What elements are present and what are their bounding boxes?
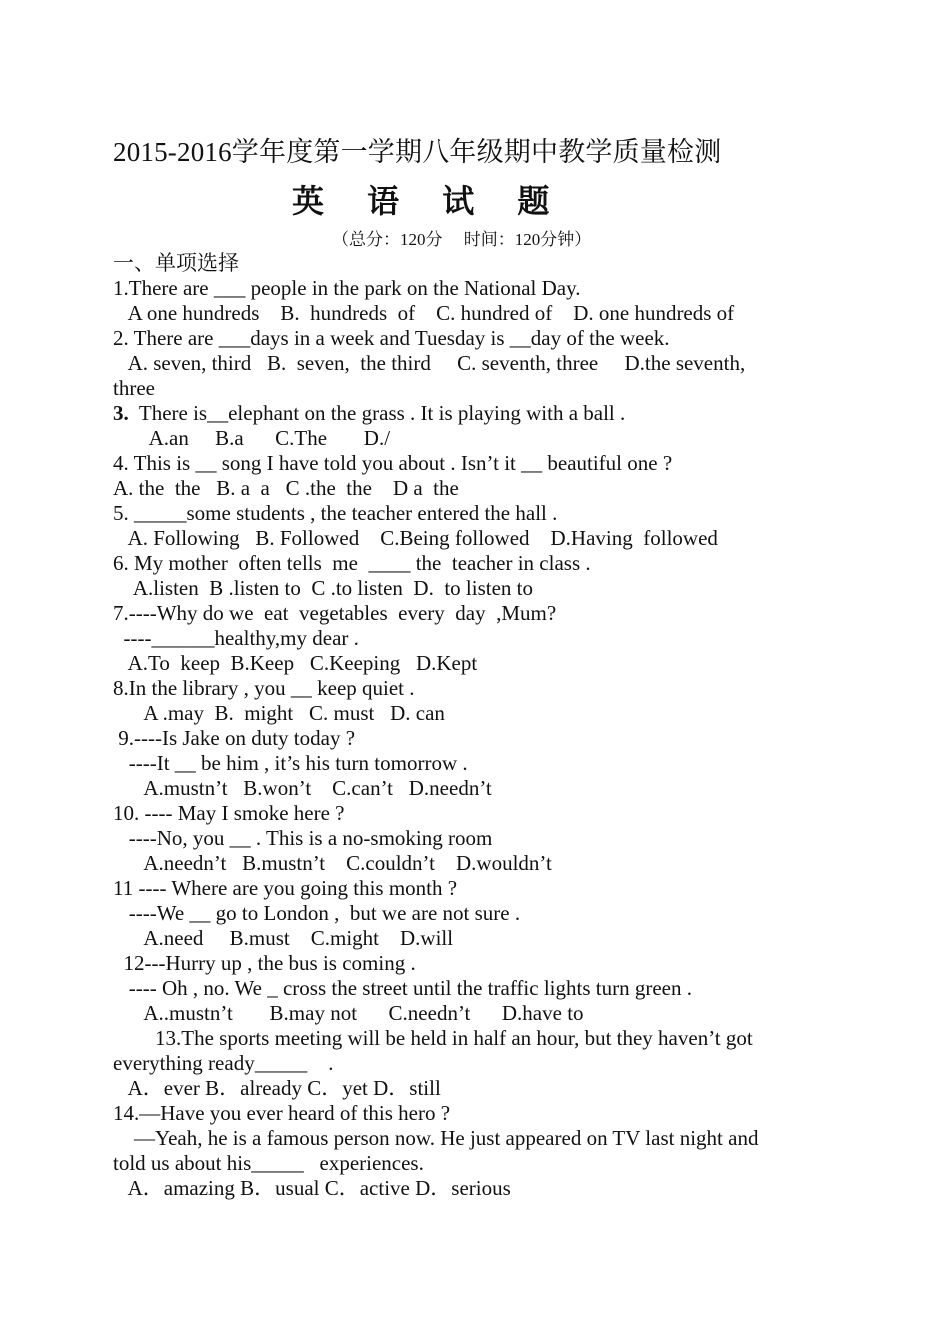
exam-subject-title: 英 语 试 题 xyxy=(292,182,566,220)
question-reply: ----It __ be him , it’s his turn tomorrow . xyxy=(113,751,468,775)
question-options: A.needn’t B.mustn’t C.couldn’t D.wouldn’t xyxy=(113,851,552,875)
question-stem: 7.----Why do we eat vegetables every day ,Mum? xyxy=(113,601,557,625)
question-options: A.To keep B.Keep C.Keeping D.Kept xyxy=(113,651,478,675)
question-stem: 9.----Is Jake on duty today ? xyxy=(113,726,356,750)
question-stem: 2. There are ___days in a week and Tuesday is __day of the week. xyxy=(113,326,670,350)
question-stem: 6. My mother often tells me ____ the teacher in class . xyxy=(113,551,591,575)
question-options: A one hundreds B. hundreds of C. hundred of D. one hundreds of xyxy=(113,301,735,325)
question-options: A. seven, third B. seven, the third C. seventh, three D.the seventh, xyxy=(113,351,746,375)
question-options: A.need B.must C.might D.will xyxy=(113,926,454,950)
question-options: A. Following B. Followed C.Being followed D.Having followed xyxy=(113,526,718,550)
question-reply: ----We __ go to London , but we are not sure . xyxy=(113,901,521,925)
question-stem: 11 ---- Where are you going this month ? xyxy=(113,876,458,900)
question-stem: 12---Hurry up , the bus is coming . xyxy=(113,951,416,975)
question-stem: 13.The sports meeting will be held in half an hour, but they haven’t got xyxy=(113,1026,753,1050)
question-options: A．ever B．already C．yet D．still xyxy=(113,1076,441,1100)
question-options: A．amazing B．usual C．active D．serious xyxy=(113,1176,511,1200)
question-options: A.listen B .listen to C .to listen D. to listen to xyxy=(113,576,534,600)
section-title: 一、单项选择 xyxy=(113,251,239,275)
question-number: 3. xyxy=(113,401,129,425)
question-reply: ----No, you __ . This is a no-smoking room xyxy=(113,826,493,850)
question-reply: ---- Oh , no. We _ cross the street until the traffic lights turn green . xyxy=(113,976,692,1000)
question-stem-continued: everything ready_____ . xyxy=(113,1051,334,1075)
question-stem: 10. ---- May I smoke here ? xyxy=(113,801,345,825)
question-text: There is__elephant on the grass . It is playing with a ball . xyxy=(128,401,626,425)
question-stem: 5. _____some students , the teacher entered the hall . xyxy=(113,501,558,525)
question-options: A. the the B. a a C .the the D a the xyxy=(113,476,459,500)
question-options: A..mustn’t B.may not C.needn’t D.have to xyxy=(113,1001,584,1025)
question-reply-continued: told us about his_____ experiences. xyxy=(113,1151,424,1175)
question-stem: 1.There are ___ people in the park on the National Day. xyxy=(113,276,581,300)
exam-title: 2015-2016学年度第一学期八年级期中教学质量检测 xyxy=(113,137,722,167)
question-options: A.an B.a C.The D./ xyxy=(113,426,391,450)
question-options-continued: three xyxy=(113,376,155,400)
question-reply: ----______healthy,my dear . xyxy=(113,626,359,650)
question-reply: —Yeah, he is a famous person now. He just appeared on TV last night and xyxy=(113,1126,759,1150)
question-stem: 4. This is __ song I have told you about . Isn’t it __ beautiful one ? xyxy=(113,451,673,475)
question-options: A.mustn’t B.won’t C.can’t D.needn’t xyxy=(113,776,492,800)
exam-meta: （总分：120分 时间：120分钟） xyxy=(332,230,592,249)
question-stem: 14.—Have you ever heard of this hero ? xyxy=(113,1101,451,1125)
question-stem xyxy=(113,401,625,426)
question-options: A .may B. might C. must D. can xyxy=(113,701,445,725)
question-stem: 8.In the library , you __ keep quiet . xyxy=(113,676,415,700)
